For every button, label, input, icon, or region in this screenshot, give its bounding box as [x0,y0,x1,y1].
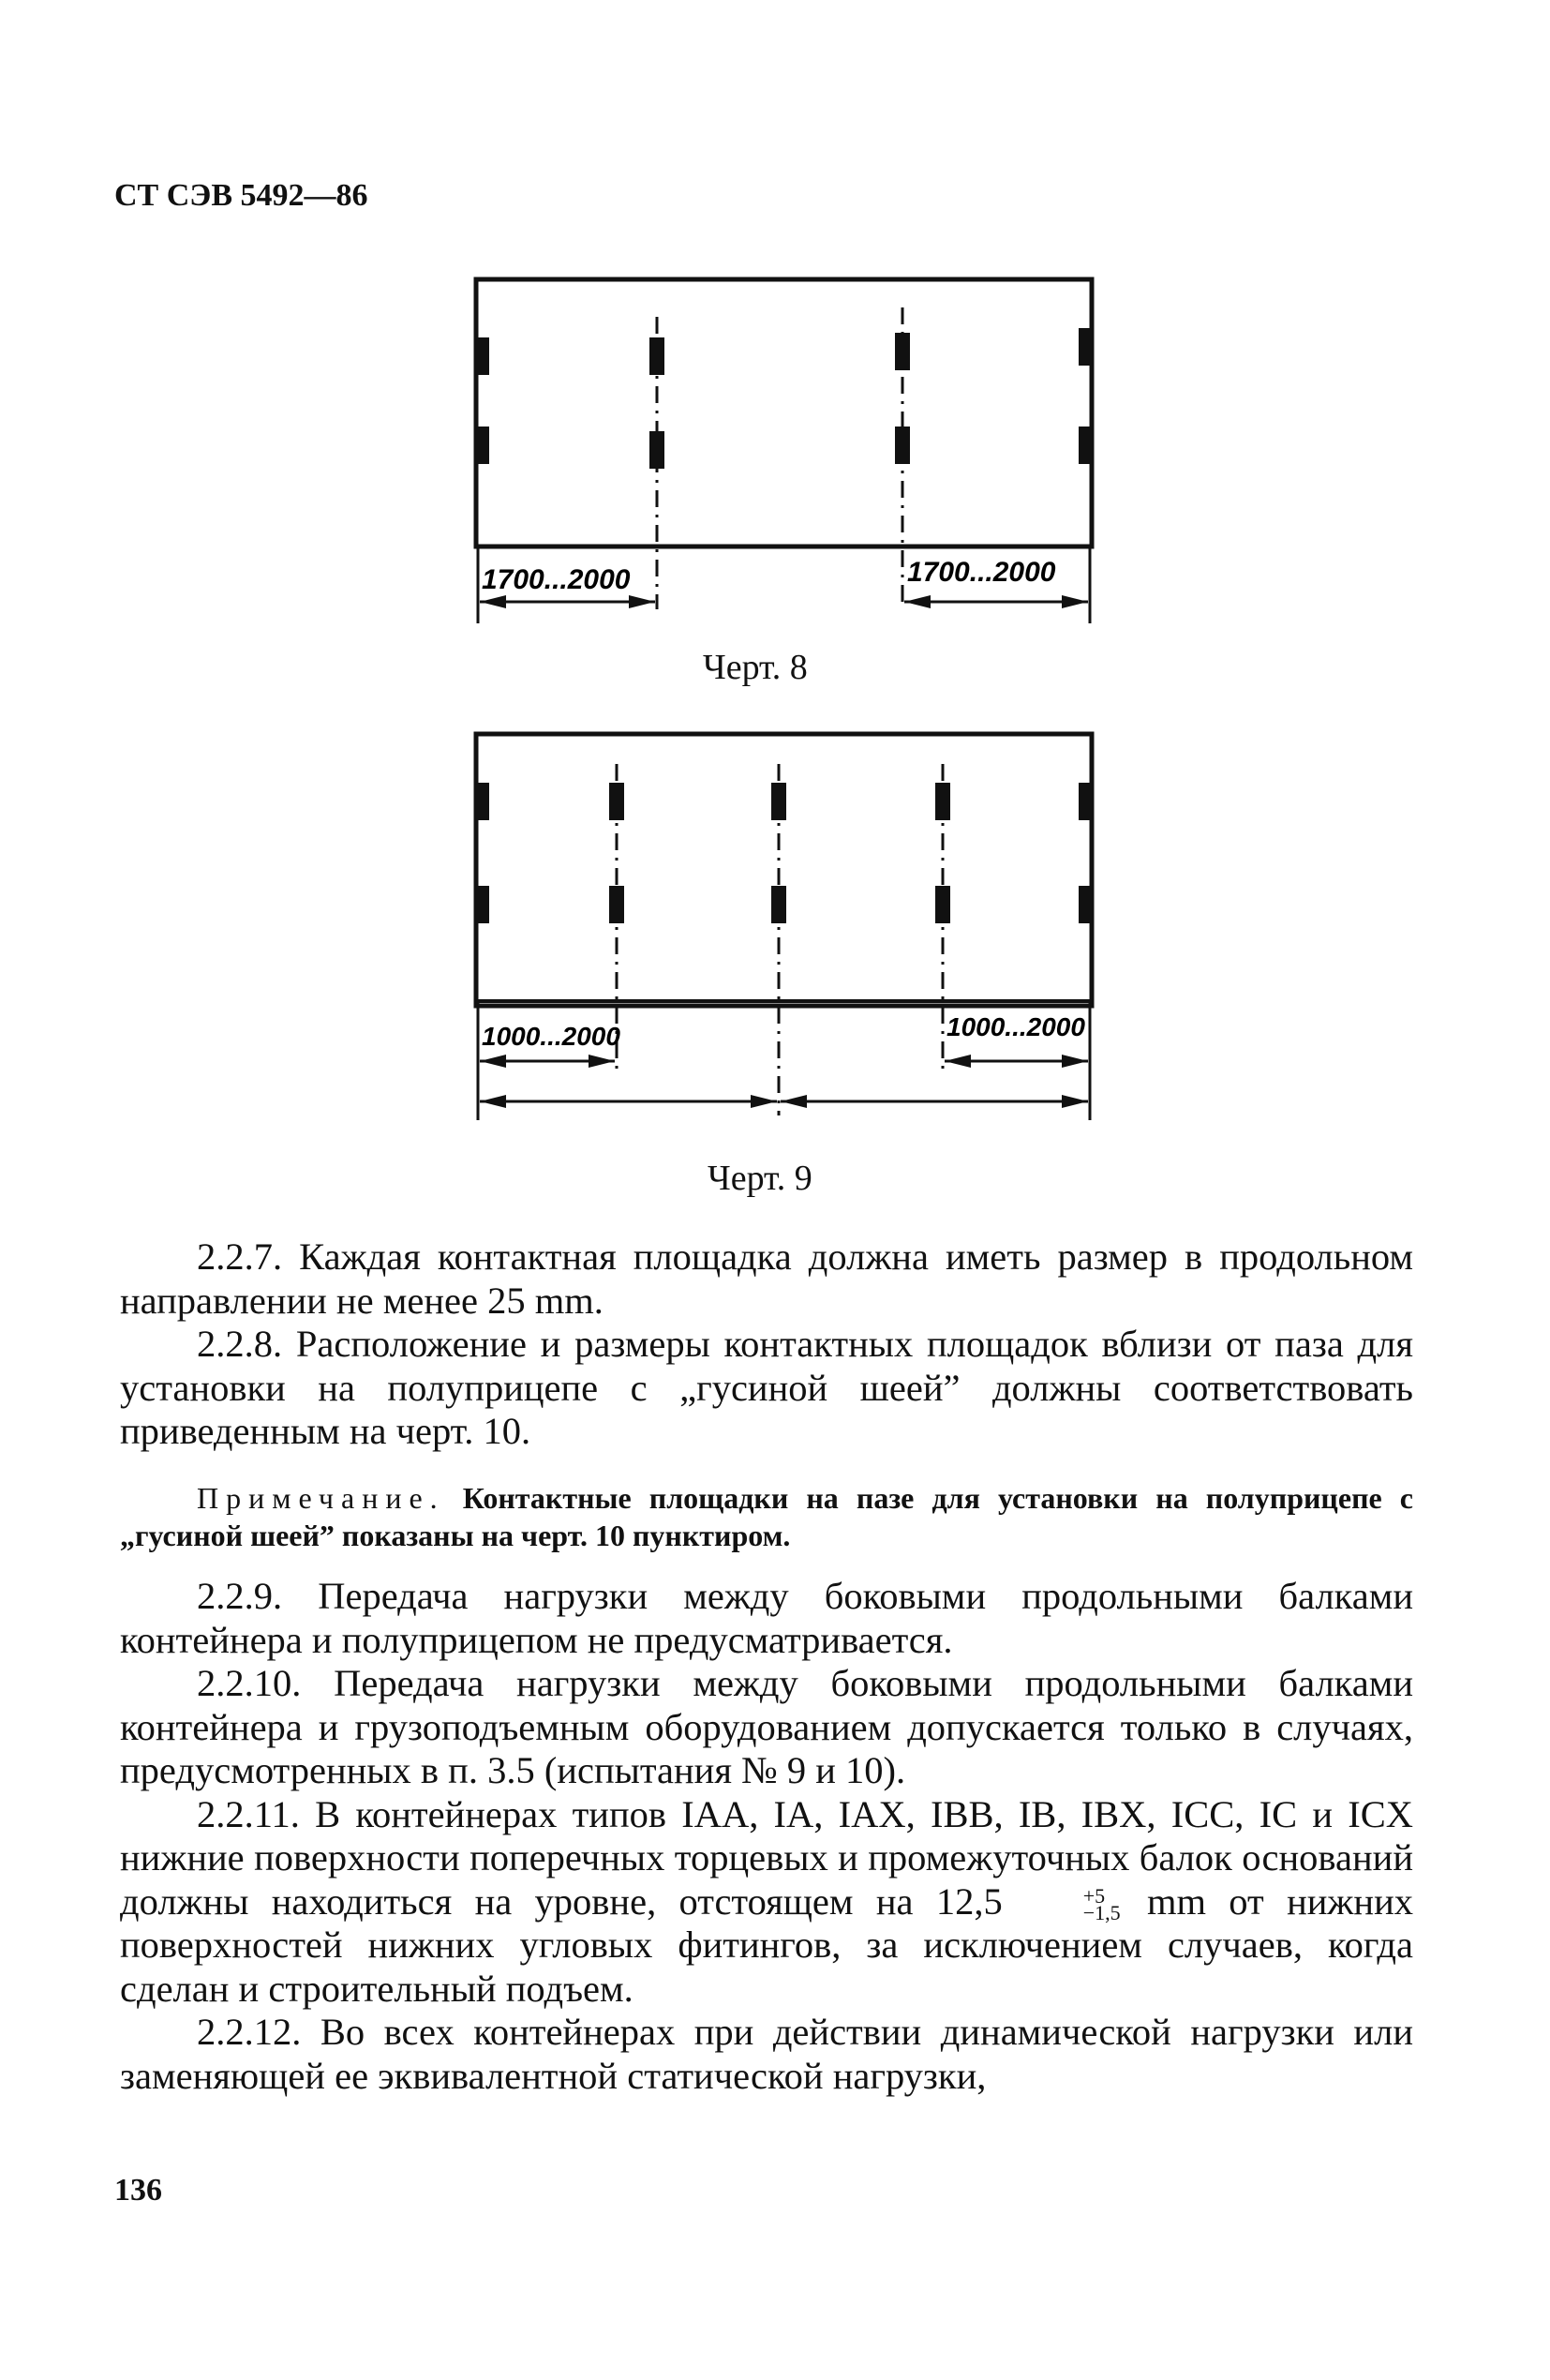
container-outline [476,279,1092,546]
figure-9-caption: Черт. 9 [708,1159,812,1198]
paragraph-2-2-10: 2.2.10. Передача нагрузки между боковыми продольными балками контейнера и грузоподъемным оборудованием допускается только в случаях, предусмотренных в п. 3.5 (испытания № 9 и 10). [120,1662,1413,1791]
standard-code-header: СТ СЭВ 5492—86 [114,178,368,213]
paragraph-2-2-7: 2.2.7. Каждая контактная площадка должна иметь размер в продольном направлении не менее 25 mm. [120,1235,1413,1322]
figure-9-drawing [0,726,1550,1139]
dimension-label-right: 1700...2000 [907,557,1056,588]
contact-pad [476,337,489,375]
paragraph-2-2-9: 2.2.9. Передача нагрузки между боковыми продольными балками контейнера и полуприцепом не предусматривается. [120,1575,1413,1661]
figure-8-caption: Черт. 8 [703,648,808,687]
contact-pad [1079,783,1092,820]
tolerance: +5 −1,5 [1082,1884,1121,1925]
contact-pad [1079,328,1092,366]
figure-9 [0,726,1550,1139]
paragraphs-2-2-7-8 [120,1235,1413,1454]
contact-pad [1079,427,1092,464]
dimension-label-left: 1000...2000 [482,1022,620,1051]
page-number: 136 [114,2173,162,2208]
paragraph-2-2-12: 2.2.12. Во всех контейнерах при действии динамической нагрузки или заменяющей ее эквивалентной статической нагрузки, [120,2011,1413,2097]
paragraphs-2-2-9-onward [120,1575,1413,2098]
note [120,1479,1413,1554]
contact-pad [1079,886,1092,923]
paragraph-2-2-8: 2.2.8. Расположение и размеры контактных площадок вблизи от паза для установки на полуприцепе с „гусиной шеей” должны соответствовать приведенным на черт. 10. [120,1323,1413,1452]
figure-8-drawing [0,272,1550,637]
contact-pad [476,783,489,820]
dimension-label-right: 1000...2000 [946,1012,1085,1041]
note-label: Примечание. [197,1481,445,1515]
container-outline [476,734,1092,1006]
contact-pad [476,427,489,464]
contact-pad [476,886,489,923]
note-text: Контактные площадки на пазе для установки на полуприцепе с „гусиной шеей” показаны на черт. 10 пунктиром. [120,1481,1414,1552]
paragraph-2-2-11: 2.2.11. В контейнерах типов IAA, IA, IAX, IBB, IB, IBX, ICC, IC и ICX нижние поверхности поперечных торцевых и промежуточных балок оснований должны находиться на уровне, отстоящем на 12,5 +5 −1,5 mm от нижних поверхностей нижних угловых фитингов, за исключением случаев, когда сделан и строительный подъем. [120,1792,1413,2010]
dimension-label-left: 1700...2000 [482,564,631,595]
figure-8 [0,272,1550,637]
